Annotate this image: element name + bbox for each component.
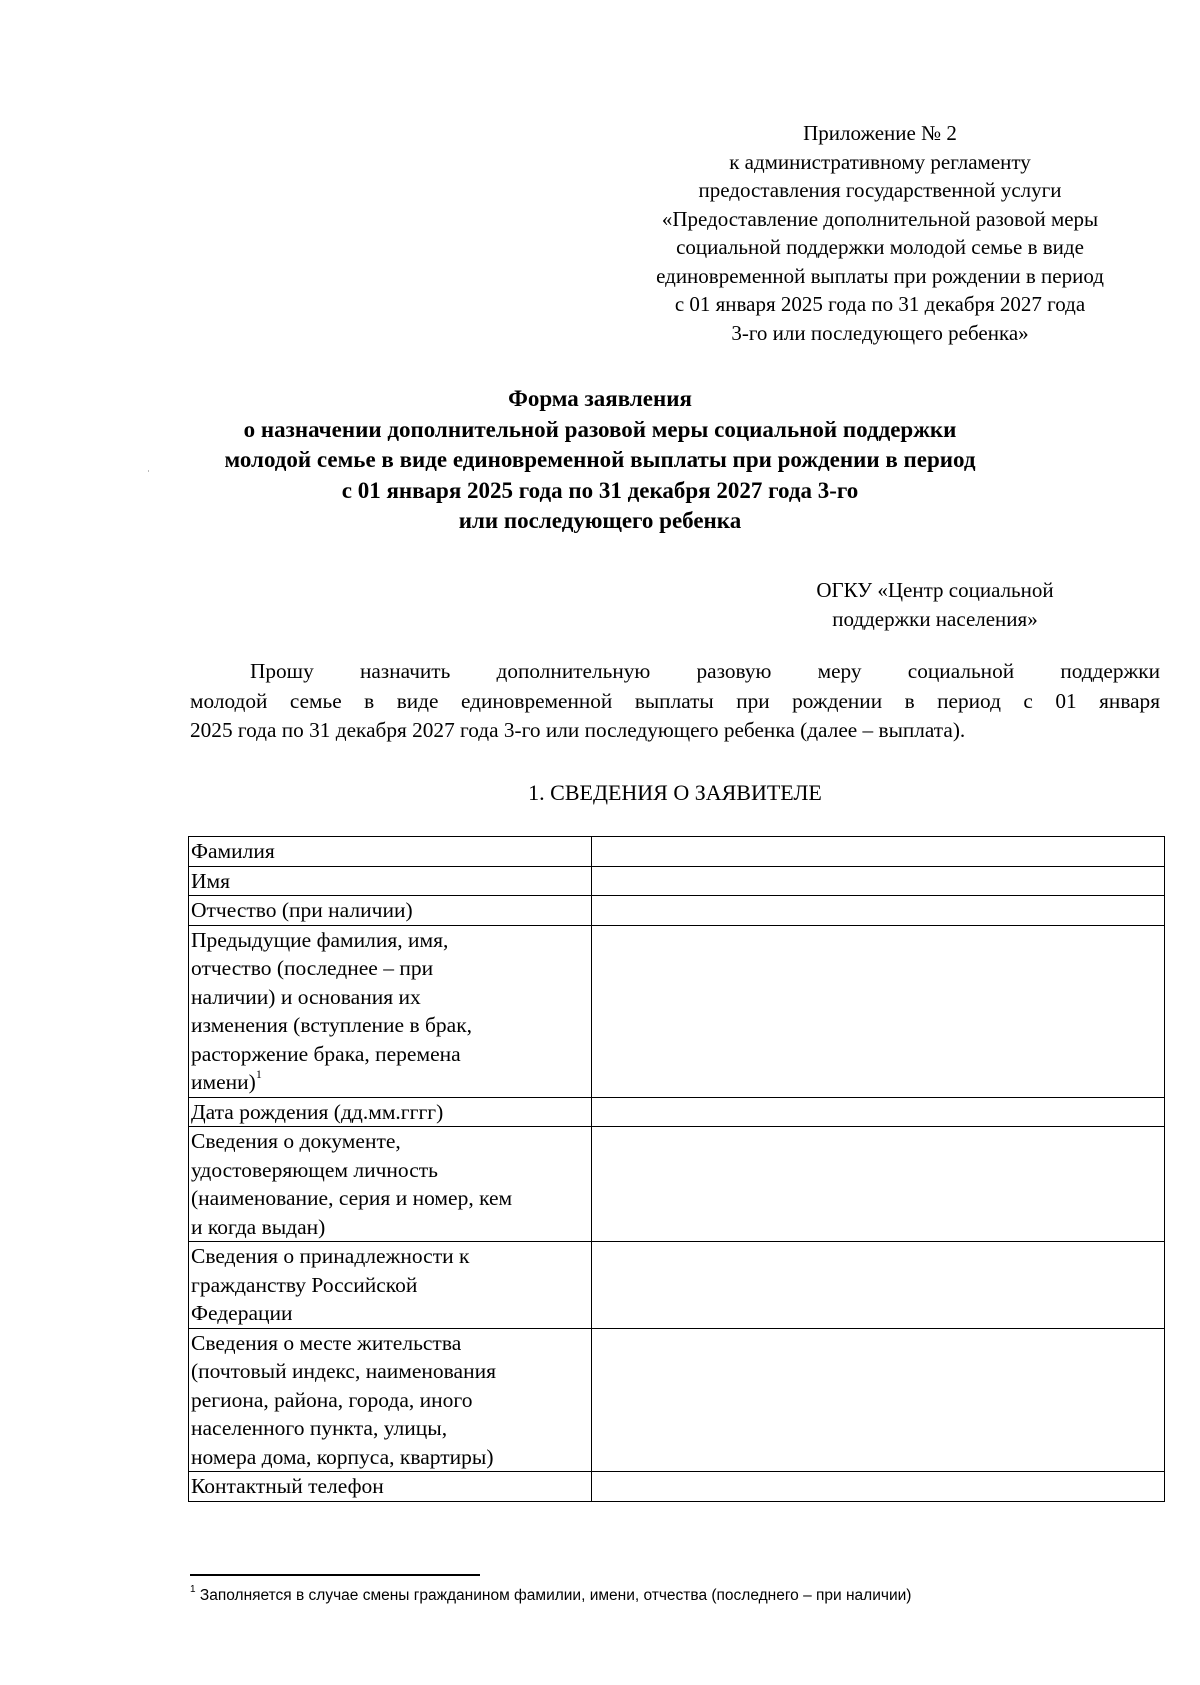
field-label-line: (почтовый индекс, наименования [191, 1359, 496, 1383]
field-label [189, 837, 592, 867]
appendix-line: «Предоставление дополнительной разовой меры [661, 206, 1099, 231]
field-label-line: изменения (вступление в брак, [191, 1013, 473, 1037]
request-line: молодой семье в виде единовременной выплаты при рождении в период с 01 января [190, 688, 1160, 713]
request-paragraph [190, 657, 1160, 746]
field-label-line: Сведения о месте жительства [191, 1330, 462, 1355]
scan-mark [148, 470, 149, 472]
field-label [189, 1242, 592, 1329]
applicant-table [188, 836, 1165, 1502]
field-value[interactable] [592, 1472, 1165, 1502]
form-title-line: или последующего ребенка [458, 508, 742, 533]
table-row [189, 1097, 1165, 1127]
field-value[interactable] [592, 896, 1165, 926]
request-line: Прошу назначить дополнительную разовую меру социальной поддержки [250, 659, 1160, 683]
field-label [189, 896, 592, 926]
field-value[interactable] [592, 925, 1165, 1097]
form-title-line: Форма заявления [508, 386, 692, 411]
field-label-line: Сведения о документе, [191, 1129, 401, 1153]
table-row [189, 896, 1165, 926]
appendix-line: с 01 января 2025 года по 31 декабря 2027 года [674, 292, 1086, 316]
field-value[interactable] [592, 1127, 1165, 1242]
field-label-line: Фамилия [191, 839, 275, 863]
field-label [189, 866, 592, 896]
field-value[interactable] [592, 1328, 1165, 1472]
field-label-line: Контактный телефон [191, 1474, 384, 1498]
field-label [189, 1127, 592, 1242]
appendix-line: 3-го или последующего ребенка» [731, 320, 1029, 345]
field-label-line: Дата рождения (дд.мм.гггг) [191, 1099, 444, 1124]
addressee-line: ОГКУ «Центр социальной [816, 578, 1054, 602]
field-label-line: Сведения о принадлежности к [191, 1244, 470, 1268]
field-label-line: Предыдущие фамилия, имя, [191, 927, 449, 952]
form-title-line: молодой семье в виде единовременной выплаты при рождении в период [224, 447, 976, 472]
field-value[interactable] [592, 866, 1165, 896]
addressee-line: поддержки населения» [832, 606, 1038, 631]
field-label-line: удостоверяющем личность [191, 1157, 438, 1182]
field-label [189, 1097, 592, 1127]
appendix-line: социальной поддержки молодой семье в виде [676, 235, 1084, 259]
field-label-line: наличии) и основания их [191, 984, 421, 1009]
appendix-line: единовременной выплаты при рождении в период [656, 263, 1104, 288]
table-row [189, 1328, 1165, 1472]
field-label-line: отчество (последнее – при [191, 956, 434, 980]
table-row [189, 925, 1165, 1097]
form-title-line: с 01 января 2025 года по 31 декабря 2027 года 3-го [341, 477, 859, 503]
footnote-ref: 1 [255, 1066, 262, 1081]
field-label [189, 925, 592, 1097]
appendix-line: к административному регламенту [729, 149, 1031, 174]
footnote-text: Заполняется в случае смены гражданином фамилии, имени, отчества (последнего – при наличии) [199, 1587, 912, 1604]
table-row [189, 1127, 1165, 1242]
footnote-divider [190, 1574, 480, 1576]
field-value[interactable] [592, 837, 1165, 867]
footnote-marker: 1 [190, 1583, 196, 1595]
appendix-line: предоставления государственной услуги [698, 178, 1062, 202]
field-label-line: номера дома, корпуса, квартиры) [191, 1444, 494, 1469]
addressee [770, 576, 1100, 633]
section-title: 1. СВЕДЕНИЯ О ЗАЯВИТЕЛЕ [528, 780, 822, 805]
field-label-line: (наименование, серия и номер, кем [191, 1186, 513, 1210]
field-value[interactable] [592, 1242, 1165, 1329]
table-row [189, 866, 1165, 896]
field-label-line [191, 1068, 591, 1097]
form-title [150, 384, 1050, 537]
table-row [189, 837, 1165, 867]
field-label-line: Имя [191, 868, 231, 893]
field-label-line: гражданству Российской [191, 1272, 418, 1297]
footnote [190, 1583, 1150, 1606]
field-label-line: и когда выдан) [191, 1214, 326, 1239]
field-label [189, 1328, 592, 1472]
field-label-line: Отчество (при наличии) [191, 898, 413, 922]
table-row [189, 1472, 1165, 1502]
appendix-header [600, 119, 1160, 347]
field-label-line: Федерации [191, 1301, 293, 1325]
table-row [189, 1242, 1165, 1329]
field-label-line: региона, района, города, иного [191, 1387, 473, 1412]
field-value[interactable] [592, 1097, 1165, 1127]
field-label [189, 1472, 592, 1502]
form-title-line: о назначении дополнительной разовой меры социальной поддержки [243, 416, 957, 442]
field-label-text: имени) [191, 1070, 256, 1094]
appendix-line: Приложение № 2 [803, 121, 957, 145]
field-label-line: населенного пункта, улицы, [191, 1416, 448, 1440]
field-label-line: расторжение брака, перемена [191, 1041, 461, 1066]
request-line: 2025 года по 31 декабря 2027 года 3-го или последующего ребенка (далее – выплата). [190, 718, 966, 742]
